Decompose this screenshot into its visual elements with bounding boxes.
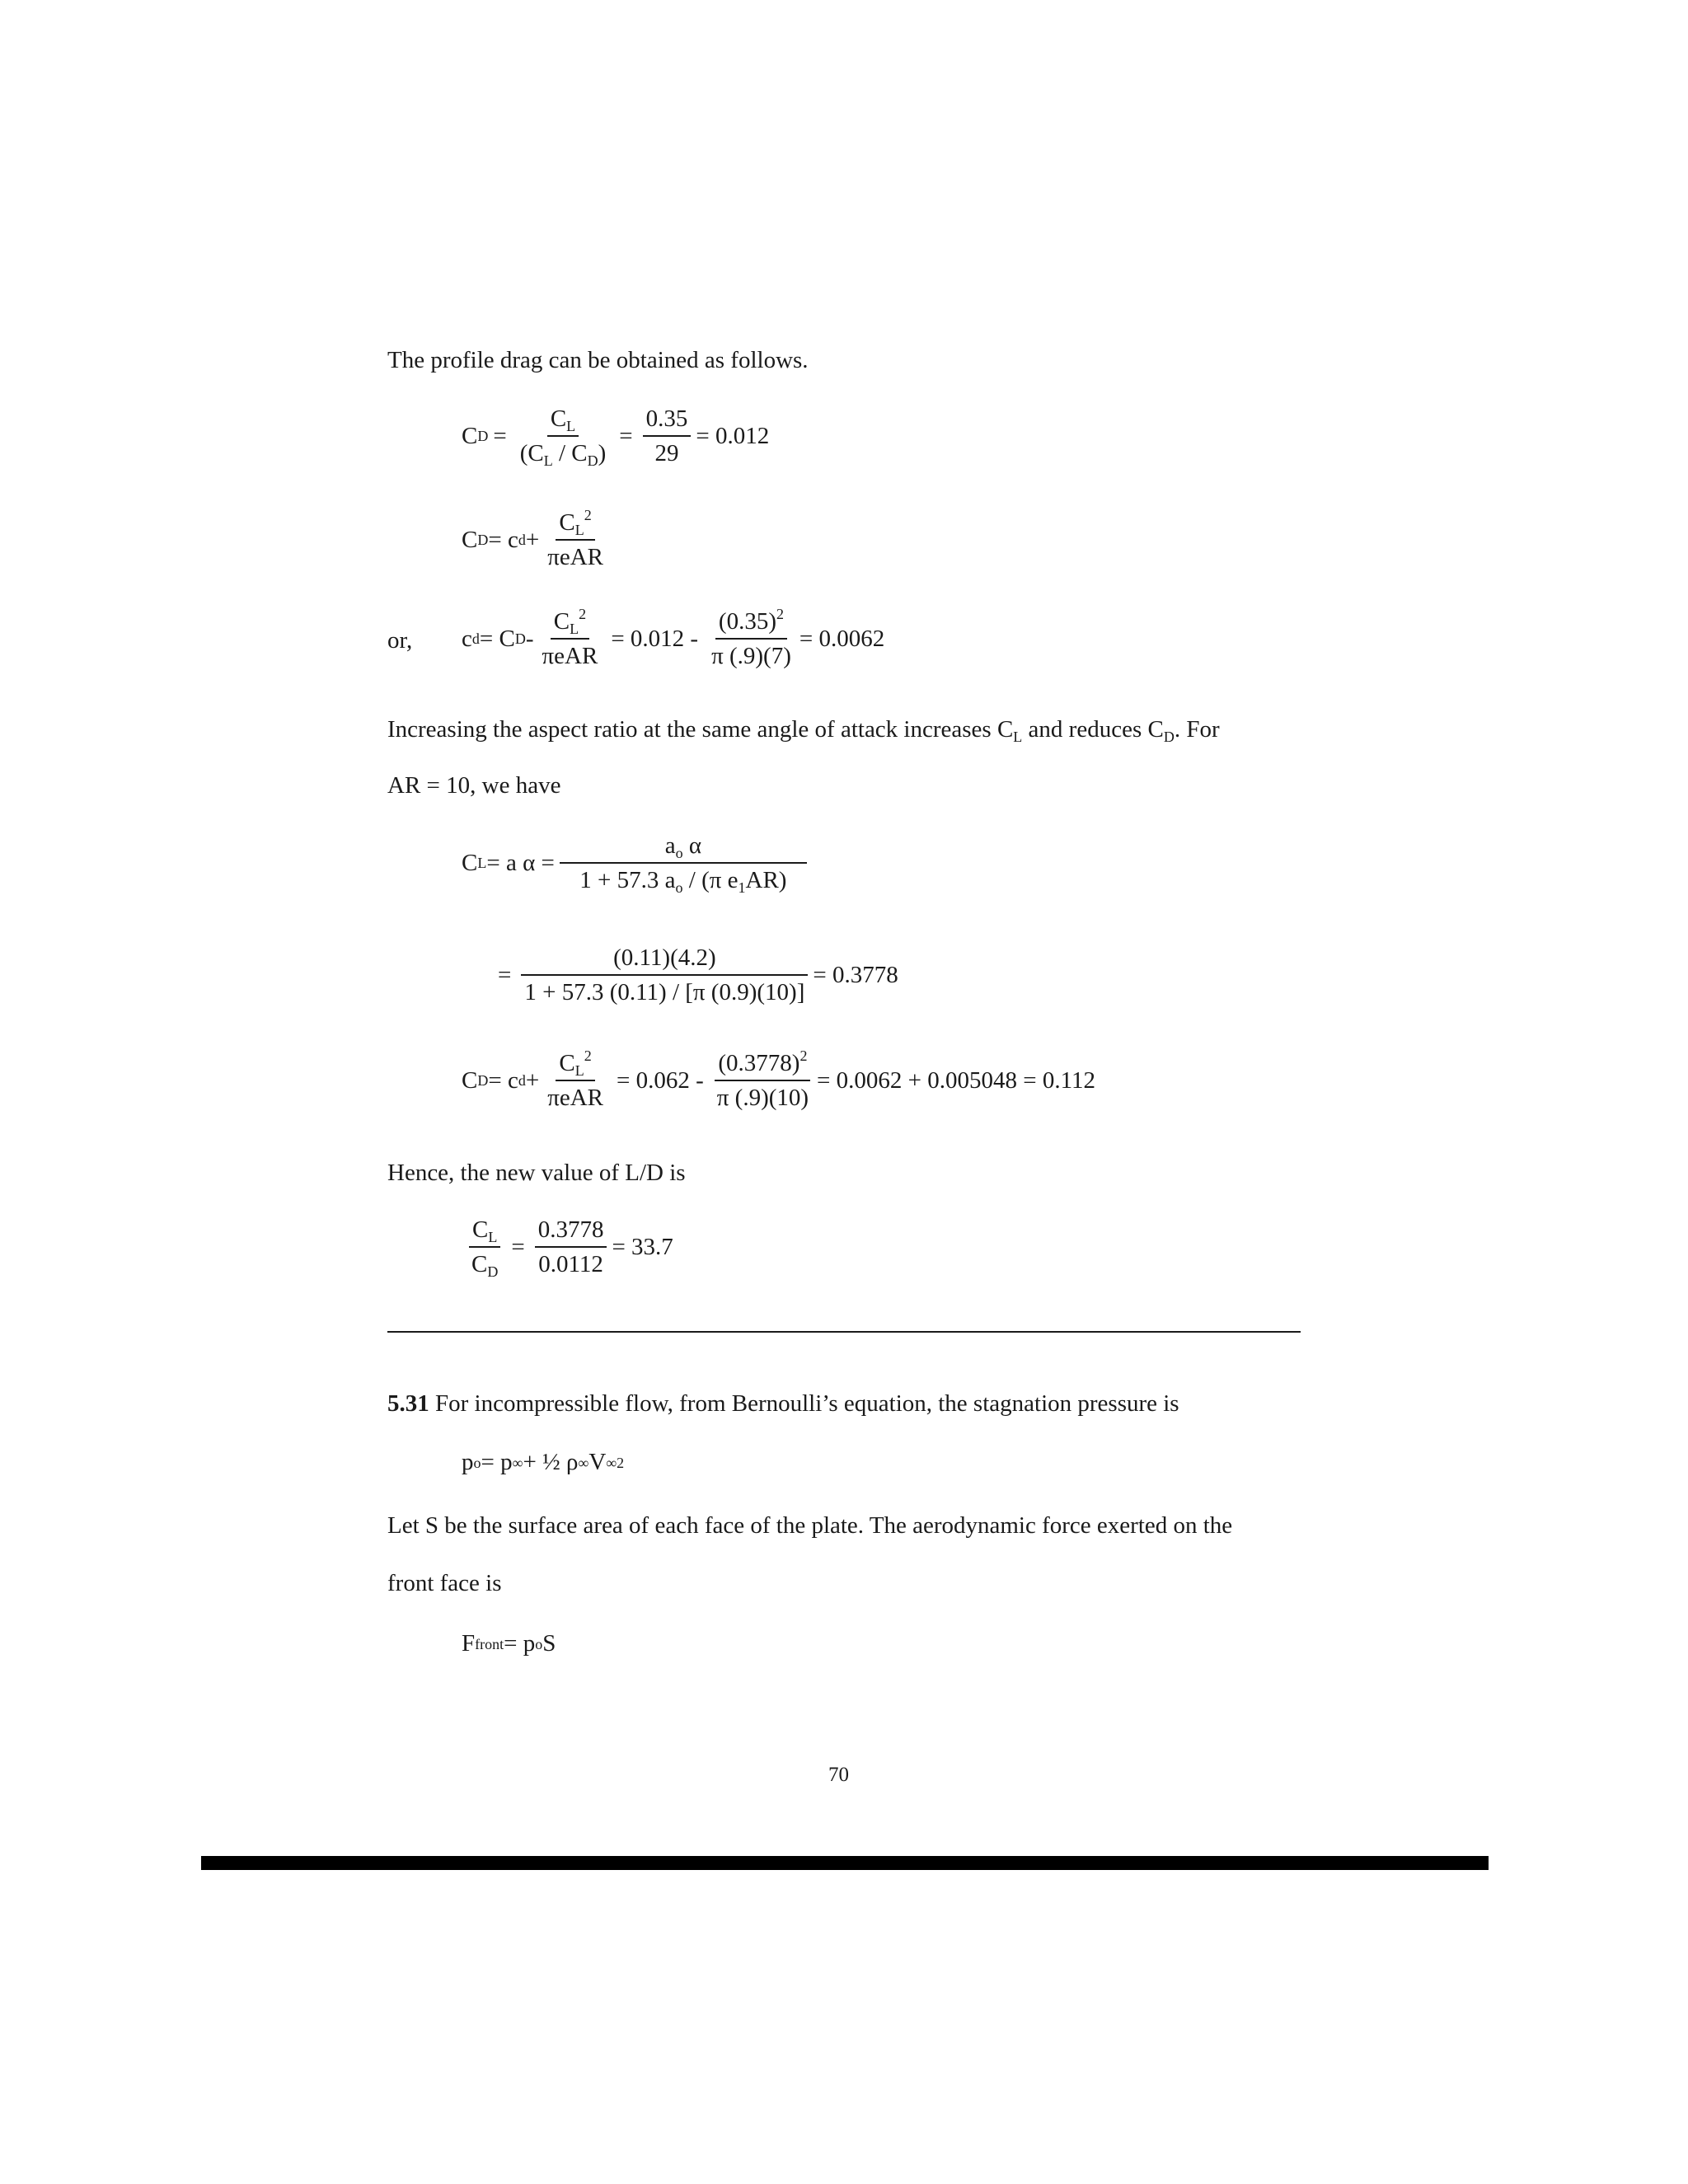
equation-bernoulli: p o = p ∞ + ½ ρ ∞ V ∞ 2 bbox=[462, 1449, 625, 1475]
page-bottom-bar bbox=[201, 1856, 1489, 1870]
section-5-31-intro: 5.31 For incompressible flow, from Bernoulli’s equation, the stagnation pressure is bbox=[387, 1390, 1179, 1417]
page-number: 70 bbox=[828, 1764, 849, 1786]
fraction: $\frac{C_L}{(C_L / C_D)}$ bbox=[519, 405, 607, 469]
fraction: $\frac{0.3778}{0.0112}$ bbox=[535, 1216, 607, 1277]
fraction: $\frac{(0.3778)^2}{\pi (.9)(10)}$ bbox=[714, 1050, 812, 1111]
equation-cd-profile: c d = C D - $\frac{C_L^2}{\text{πeAR}}$ = 0.012 - $\frac{(0.35)^2}{\pi (.9)(7)}$ = 0.0062 bbox=[462, 606, 885, 669]
fraction: $\frac{a_o \alpha}{1 + 57.3 a_o / (\pi e_1AR)}$ bbox=[560, 832, 807, 893]
equation-cd-new: C D = c d + $\frac{C_L^2}{\text{πeAR}}$ = 0.062 - $\frac{(0.3778)^2}{\pi (.9)(10)}$ = 0.0062 + 0.005048 = 0.112 bbox=[462, 1047, 1096, 1111]
equation-cd-sum: C D = c d + $\frac{C_L^2}{\text{πeAR}}$ bbox=[462, 509, 612, 570]
or-label: or, bbox=[387, 627, 413, 654]
paragraph-ar-10: AR = 10, we have bbox=[387, 772, 561, 799]
intro-text: The profile drag can be obtained as follows. bbox=[387, 347, 809, 373]
paragraph-new-ld: Hence, the new value of L/D is bbox=[387, 1160, 686, 1186]
fraction: $\frac{(0.11)(4.2)}{1 + 57.3 (0.11) / [\pi (0.9)(10)]}$ bbox=[521, 944, 808, 1005]
paragraph-aspect-ratio: Increasing the aspect ratio at the same angle of attack increases $C_L$ and reduces $C_D$. For bbox=[387, 716, 1220, 745]
fraction: $\frac{(0.35)^2}{\pi (.9)(7)}$ bbox=[711, 606, 791, 669]
fraction: $\frac{C_L^2}{\text{πeAR}}$ bbox=[542, 606, 598, 669]
paragraph-surface-area: Let S be the surface area of each face of the plate. The aerodynamic force exerted on the bbox=[387, 1512, 1233, 1539]
fraction: $\frac{C_L^2}{\text{πeAR}}$ bbox=[547, 1047, 603, 1111]
equation-cl-value: = $\frac{(0.11)(4.2)}{1 + 57.3 (0.11) / [\pi (0.9)(10)]}$ = 0.3778 bbox=[498, 944, 898, 1005]
paragraph-front-face: front face is bbox=[387, 1570, 502, 1596]
fraction: $\frac{C_L}{C_D}$ bbox=[468, 1216, 501, 1277]
equation-front-force: F front = p o S bbox=[462, 1630, 556, 1657]
fraction: $\frac{0.35}{29}$ bbox=[643, 405, 692, 466]
fraction: $\frac{C_L^2}{\text{πeAR}}$ bbox=[547, 507, 603, 570]
section-divider bbox=[387, 1331, 1301, 1333]
equation-cd-ratio: C D = $\frac{C_L}{(C_L / C_D)}$ = $\frac{0.35}{29}$ = 0.012 bbox=[462, 405, 770, 469]
equation-cl-alpha: C L = a α = $\frac{a_o \alpha}{1 + 57.3 a_o / (\pi e_1AR)}$ bbox=[462, 832, 812, 893]
equation-ld-ratio: $\frac{C_L}{C_D}$ = $\frac{0.3778}{0.0112}$ = 33.7 bbox=[463, 1216, 673, 1277]
section-number: 5.31 bbox=[387, 1390, 429, 1417]
